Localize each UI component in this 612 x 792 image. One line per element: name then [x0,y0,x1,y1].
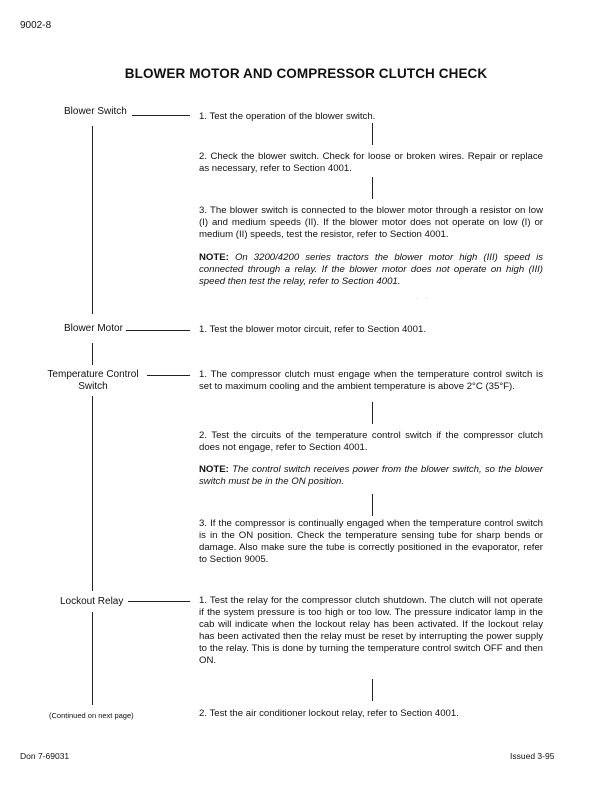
connector-lockout-relay [128,601,190,602]
flow-line-blower-switch [92,126,93,314]
note-text: The control switch receives power from the blower switch, so the blower switch must be in the ON position. [199,464,543,487]
footer-document-number: Don 7-69031 [20,751,70,761]
label-lockout-relay: Lockout Relay [60,596,124,607]
temp-control-step-3: 3. If the compressor is continually engaged when the temperature control switch is in the ON position. Check the temperature sensing tube for sharp bends or damage. Also make sure the tube is correctly positioned in the evaporator, refer to Section 9005. [199,518,543,565]
step-connector [372,123,373,145]
connector-blower-switch [132,115,190,116]
footer-issue-date: Issued 3-95 [510,751,555,761]
flow-line-blower-motor [92,343,93,365]
label-blower-switch: Blower Switch [64,106,127,117]
scan-speck: · · [416,296,431,302]
step-connector [372,177,373,199]
label-temperature-control-switch [41,369,145,393]
temp-control-note [199,464,543,488]
blower-switch-note [199,252,543,288]
lockout-relay-step-2: 2. Test the air conditioner lockout relay, refer to Section 4001. [199,708,459,719]
step-connector [372,494,373,516]
temp-control-step-2: 2. Test the circuits of the temperature control switch if the compressor clutch does not engage, refer to Section 4001. [199,430,543,453]
note-text: On 3200/4200 series tractors the blower motor high (III) speed is connected through a relay. If the blower motor does not operate on high (III) speed then test the relay, refer to Section 4001. [199,252,544,287]
lockout-relay-step-1: 1. Test the relay for the compressor clutch shutdown. The clutch will not operate if the system pressure is too high or too low. The pressure indicator lamp in the cab will indicate when the lockout relay has been activated. If the lockout relay has been activated then the relay must be reset by interrupting the power supply to the relay. This is done by turning the temperature control switch OFF and then ON. [199,595,543,666]
label-line-2: Switch [78,381,108,392]
flow-line-temperature-control [92,396,93,591]
temp-control-step-1: 1. The compressor clutch must engage when the temperature control switch is set to maximum cooling and the ambient temperature is above 2°C (35°F). [199,369,543,392]
flow-line-lockout-relay [92,612,93,705]
blower-switch-step-1: 1. Test the operation of the blower switch. [199,111,376,122]
page-number: 9002-8 [20,20,52,31]
blower-motor-step-1: 1. Test the blower motor circuit, refer to Section 4001. [199,324,426,335]
blower-switch-step-2: 2. Check the blower switch. Check for loose or broken wires. Repair or replace as necessary, refer to Section 4001. [199,151,543,174]
note-label: NOTE: [199,252,229,263]
label-blower-motor: Blower Motor [64,323,123,334]
connector-temperature-control [147,375,190,376]
page-title: BLOWER MOTOR AND COMPRESSOR CLUTCH CHECK [124,66,488,81]
note-label: NOTE: [199,464,229,475]
step-connector [372,679,373,701]
continued-note: (Continued on next page) [49,711,134,720]
blower-switch-step-3: 3. The blower switch is connected to the blower motor through a resistor on low (I) and medium speeds (II). If the blower motor does not operate on low (I) or medium (II) speeds, test the resistor, refer to Section 4001. [199,205,543,240]
label-line-1: Temperature Control [47,369,139,380]
step-connector [372,402,373,424]
connector-blower-motor [126,330,190,331]
